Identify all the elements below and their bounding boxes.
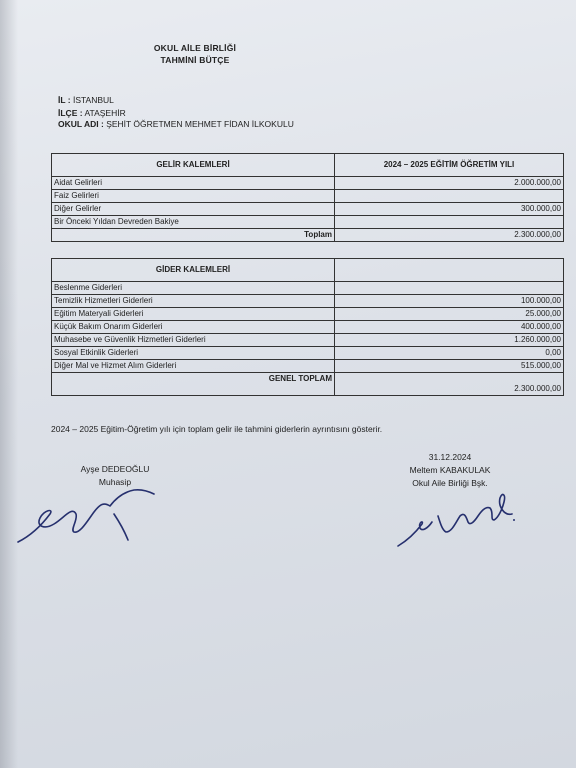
income-table	[51, 153, 564, 242]
row-value: 400.000,00	[335, 321, 564, 334]
expense-col2-header	[335, 259, 564, 282]
expense-table	[51, 258, 564, 396]
right-signatory-title: Okul Aile Birliği Bşk.	[412, 478, 488, 488]
doc-title-line1: OKUL AİLE BİRLİĞİ	[153, 43, 237, 53]
table-row	[52, 334, 564, 347]
table-row	[52, 216, 564, 229]
row-value: 25.000,00	[335, 308, 564, 321]
table-row	[52, 203, 564, 216]
info-okul	[58, 119, 294, 129]
left-signatory-name: Ayşe DEDEOĞLU	[80, 464, 150, 474]
table-row	[52, 282, 564, 295]
row-label: Muhasebe ve Güvenlik Hizmetleri Giderleri	[52, 334, 335, 347]
row-value: 300.000,00	[335, 203, 564, 216]
row-value: 0,00	[335, 347, 564, 360]
income-total-row	[52, 229, 564, 242]
row-value: 100.000,00	[335, 295, 564, 308]
okul-value: ŞEHİT ÖĞRETMEN MEHMET FİDAN İLKOKULU	[106, 119, 294, 129]
okul-label: OKUL ADI :	[58, 119, 104, 129]
page-edge-shadow	[0, 0, 18, 768]
right-signature-icon	[394, 486, 524, 550]
table-row	[52, 347, 564, 360]
row-label: Küçük Bakım Onarım Giderleri	[52, 321, 335, 334]
expense-total-label: GENEL TOPLAM	[52, 373, 335, 396]
row-value	[335, 282, 564, 295]
row-value	[335, 190, 564, 203]
income-total-label: Toplam	[52, 229, 335, 242]
row-label: Bir Önceki Yıldan Devreden Bakiye	[52, 216, 335, 229]
row-label: Diğer Gelirler	[52, 203, 335, 216]
right-signature-date: 31.12.2024	[428, 452, 472, 462]
income-header-row	[52, 154, 564, 177]
row-label: Sosyal Etkinlik Giderleri	[52, 347, 335, 360]
doc-title-line2: TAHMİNİ BÜTÇE	[160, 55, 230, 65]
expense-total-value: 2.300.000,00	[335, 373, 564, 396]
row-label: Diğer Mal ve Hizmet Alım Giderleri	[52, 360, 335, 373]
row-value: 515.000,00	[335, 360, 564, 373]
left-signature-icon	[14, 484, 164, 548]
expense-header-row	[52, 259, 564, 282]
row-label: Eğitim Materyali Giderleri	[52, 308, 335, 321]
il-value: İSTANBUL	[72, 95, 114, 105]
expense-col1-header: GİDER KALEMLERİ	[52, 259, 335, 282]
right-signatory-name: Meltem KABAKULAK	[409, 465, 491, 475]
income-total-value: 2.300.000,00	[335, 229, 564, 242]
info-il	[58, 95, 114, 105]
row-label: Aidat Gelirleri	[52, 177, 335, 190]
description-text: 2024 – 2025 Eğitim-Öğretim yılı için toplam gelir ile tahmini giderlerin ayrıntısını gösterir.	[51, 424, 383, 434]
income-col2-header: 2024 – 2025 EĞİTİM ÖĞRETİM YILI	[335, 154, 564, 177]
ilce-label: İLÇE :	[58, 108, 83, 118]
row-value	[335, 216, 564, 229]
left-signatory-title: Muhasip	[98, 477, 132, 487]
table-row	[52, 360, 564, 373]
expense-total-row	[52, 373, 564, 396]
row-label: Temizlik Hizmetleri Giderleri	[52, 295, 335, 308]
table-row	[52, 321, 564, 334]
table-row	[52, 308, 564, 321]
info-ilce	[58, 108, 126, 118]
table-row	[52, 295, 564, 308]
row-value: 1.260.000,00	[335, 334, 564, 347]
il-label: İL :	[58, 95, 71, 105]
row-value: 2.000.000,00	[335, 177, 564, 190]
ilce-value: ATAŞEHİR	[84, 108, 126, 118]
table-row	[52, 177, 564, 190]
row-label: Beslenme Giderleri	[52, 282, 335, 295]
income-col1-header: GELİR KALEMLERİ	[52, 154, 335, 177]
row-label: Faiz Gelirleri	[52, 190, 335, 203]
table-row	[52, 190, 564, 203]
